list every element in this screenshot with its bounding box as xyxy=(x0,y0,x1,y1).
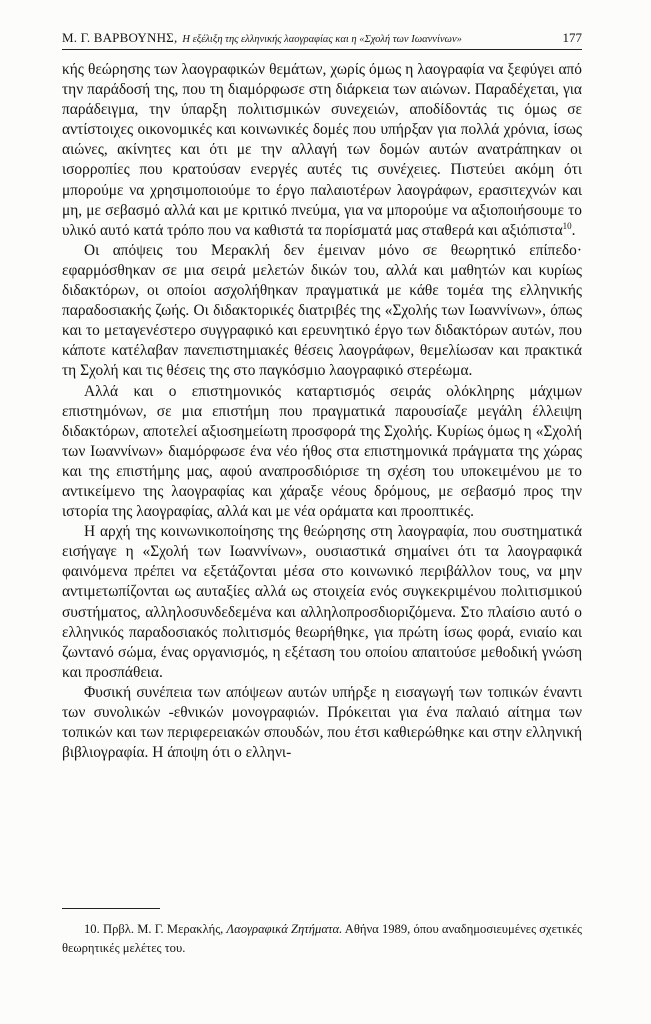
paragraph: Φυσική συνέπεια των απόψεων αυτών υπήρξε η εισαγωγή των τοπικών έναντι των συνολικών -εθνικών μονογραφιών. Πρόκειται για ένα παλαιό αίτημα των τοπικών και των περιφερειακών σπουδών, που έτσι καθιερώθηκε και στην ελληνική βιβλιογραφία. Η άποψη ότι ο ελληνι- xyxy=(62,683,582,762)
footnote-divider xyxy=(62,908,160,909)
header-author: Μ. Γ. ΒΑΡΒΟΥΝΗΣ, xyxy=(62,30,178,45)
running-header xyxy=(62,30,582,50)
paragraph: κής θεώρησης των λαογραφικών θεμάτων, χωρίς όμως η λαογραφία να ξεφύγει από την παράδοσή της, που τη διαμόρφωσε στη διάρκεια των αιώνων. Παραδέχεται, για παράδειγμα, την ύπαρξη πολιτισμικών συνεχειών, αποδίδοντάς τις όμως σε αντίστοιχες οικονομικές και κοινωνικές δομές που υπήρξαν για πολλά χρόνια, ίσως αιώνες, ακίνητες και ότι με την αλλαγή των δομών αυτών ανατράπηκαν οι ισορροπίες που κρατούσαν ενεργές αυτές τις συνέχειες. Πιστεύει ακόμη ότι μπορούμε να χρησιμοποιούμε το έργο παλαιοτέρων λαογράφων, ερασιτεχνών και μη, με σεβασμό αλλά και με κριτικό πνεύμα, για να μπορούμε να αξιοποιήσουμε το υλικό αυτό κατά τρόπο που να καθιστά τα πορίσματά μας σταθερά και αξιόπιστα$^{10}$. xyxy=(62,61,582,239)
footnote xyxy=(62,920,582,958)
paragraph: Οι απόψεις του Μερακλή δεν έμειναν μόνο σε θεωρητικό επίπεδο· εφαρμόσθηκαν σε μια σειρά μελετών δικών του, αλλά και μαθητών και κυρίως διδακτόρων, οι οποίοι ασχολήθηκαν πραγματικά με κάθε τομέα της ελληνικής παραδοσιακής ζωής. Οι διδακτορικές διατριβές της «Σχολής των Ιωαννίνων», όπως και το μεταγενέστερο συγγραφικό και ερευνητικό έργο των διδακτόρων αυτών, που κάποτε κατέλαβαν πανεπιστημιακές θέσεις λαογράφων, θεμελίωσαν και πρακτικά τη Σχολή και τις θέσεις της στο παγκόσμιο λαογραφικό στερέωμα. xyxy=(62,241,582,380)
body-text xyxy=(62,60,582,763)
footnote-text-pre: Πρβλ. Μ. Γ. Μερακλής, xyxy=(102,922,224,936)
footnote-reference: 10 xyxy=(562,220,572,231)
footnote-book-title: Λαογραφικά Ζητήματα. xyxy=(226,922,343,936)
book-page xyxy=(62,30,582,955)
footnote-number: 10. xyxy=(84,922,100,936)
paragraph: Αλλά και ο επιστημονικός καταρτισμός σειράς ολόκληρης μάχιμων επιστημόνων, σε μια επιστήμη που πραγματικά παρουσίαζε μεγάλη έλλειψη διδακτόρων, αποτελεί αξιοσημείωτη προσφορά της Σχολής. Κυρίως όμως η «Σχολή των Ιωαννίνων» διαμόρφωσε ένα νέο ήθος στα επιστημονικά πράγματα της χώρας και της επιστήμης μας, αφού αναπροσδιόρισε τη σχέση του υποκειμένου με το αντικείμενο της λαογραφίας και χάραξε νέους δρόμους, με σεβασμό προς την ιστορία της λαογραφίας, αλλά και με νέα οράματα και προοπτικές. xyxy=(62,382,582,521)
paragraph: Η αρχή της κοινωνικοποίησης της θεώρησης στη λαογραφία, που συστηματικά εισήγαγε η «Σχολή των Ιωαννίνων», ουσιαστικά σημαίνει ότι τα λαογραφικά φαινόμενα πρέπει να εξετάζονται μέσα στο κοινωνικό περιβάλλον τους, να μην αντιμετωπίζονται ως αυταξίες αλλά ως στοιχεία ενός συγκεκριμένου πολιτισμικού συστήματος, αλληλοσυνδεδεμένα και αλληλοπροσδιοριζόμενα. Στο πλαίσιο αυτό ο ελληνικός παραδοσιακός πολιτισμός θεωρήθηκε, για πρώτη ίσως φορά, ενιαίο και ζωντανό σώμα, ένας οργανισμός, η εξέταση του οποίου απαιτούσε μεθοδική γνώση και προσπάθεια. xyxy=(62,523,582,681)
page-number: 177 xyxy=(562,30,582,45)
header-title: Η εξέλιξη της ελληνικής λαογραφίας και η «Σχολή των Ιωαννίνων» xyxy=(182,34,462,45)
footnote-text-post: Αθήνα 1989, όπου αναδημοσιευμένες σχετικές θεωρητικές μελέτες του. xyxy=(62,922,582,955)
